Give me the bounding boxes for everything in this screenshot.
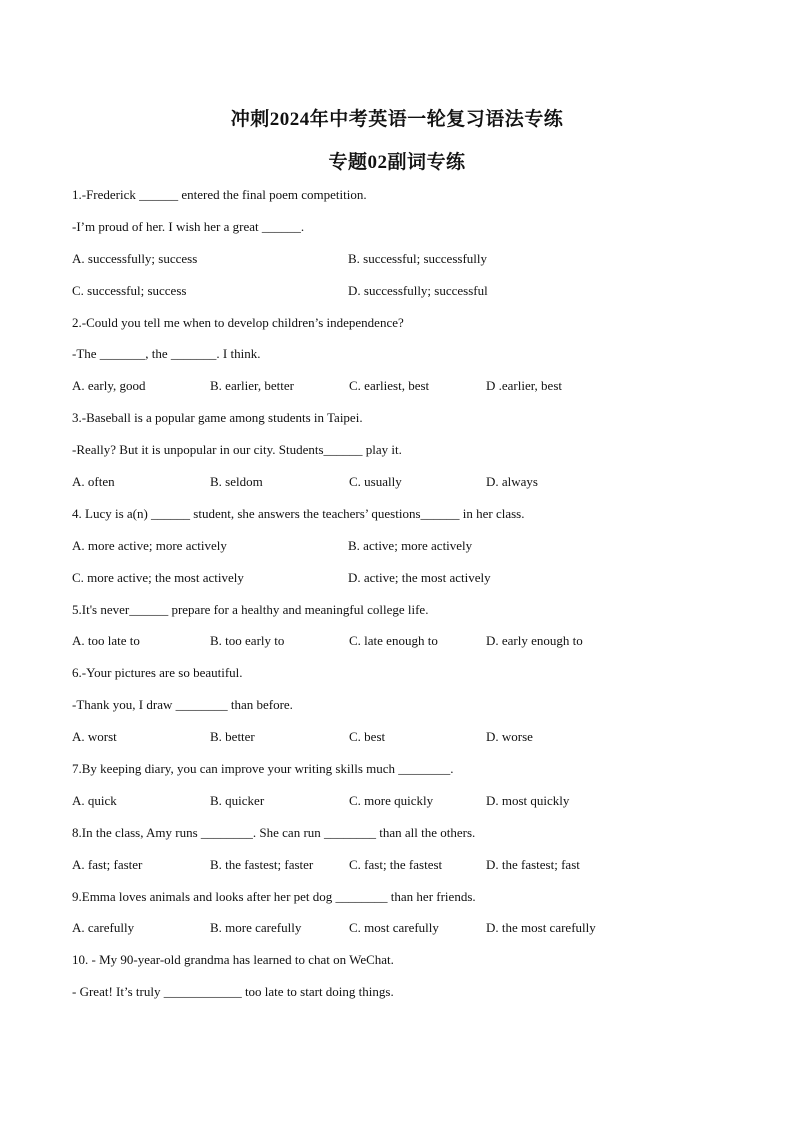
answer-option: B. earlier, better	[210, 378, 294, 394]
question-stem: 9.Emma loves animals and looks after her pet dog ________ than her friends.	[72, 888, 476, 904]
options-row	[72, 854, 732, 886]
answer-option: C. late enough to	[349, 633, 438, 649]
options-row	[72, 471, 732, 503]
answer-option: D .earlier, best	[486, 378, 563, 394]
page-title: 冲刺2024年中考英语一轮复习语法专练	[230, 109, 564, 130]
question-line: -Really? But it is unpopular in our city. Students______ play it.	[72, 442, 402, 458]
question-stem: 4. Lucy is a(n) ______ student, she answers the teachers’ questions______ in her class.	[72, 505, 525, 521]
answer-option: B. seldom	[210, 474, 263, 490]
answer-option: B. too early to	[210, 633, 285, 649]
answer-option: A. often	[72, 474, 115, 490]
page-subtitle: 专题02副词专练	[328, 152, 466, 173]
answer-option: C. more active; the most actively	[72, 569, 244, 585]
options-row	[72, 535, 732, 567]
answer-option: C. best	[349, 729, 386, 745]
answer-option: C. more quickly	[349, 792, 434, 808]
answer-option: B. more carefully	[210, 920, 302, 936]
question-stem: 1.-Frederick ______ entered the final poem competition.	[72, 187, 367, 202]
question-line: -Thank you, I draw ________ than before.	[72, 697, 293, 713]
answer-option: D. worse	[486, 729, 533, 745]
question-stem: 8.In the class, Amy runs ________. She can run ________ than all the others.	[72, 824, 476, 840]
answer-option: A. early, good	[72, 378, 146, 394]
answer-option: B. the fastest; faster	[210, 856, 314, 872]
options-row	[72, 726, 732, 758]
options-row	[72, 375, 732, 407]
answer-option: D. the most carefully	[486, 920, 596, 936]
answer-option: C. successful; success	[72, 282, 187, 298]
answer-option: C. earliest, best	[349, 378, 430, 394]
answer-option: D. most quickly	[486, 792, 570, 808]
answer-option: C. most carefully	[349, 920, 439, 936]
answer-option: A. successfully; success	[72, 250, 198, 266]
question-list	[72, 184, 732, 1013]
question-stem: 2.-Could you tell me when to develop children’s independence?	[72, 314, 404, 330]
answer-option: A. too late to	[72, 633, 140, 649]
options-row	[72, 248, 732, 280]
options-row	[72, 790, 732, 822]
question-line: - Great! It’s truly ____________ too late to start doing things.	[72, 984, 394, 1000]
answer-option: C. fast; the fastest	[349, 856, 443, 872]
answer-option: C. usually	[349, 474, 402, 490]
options-row	[72, 567, 732, 599]
options-row	[72, 630, 732, 662]
question-stem: 6.-Your pictures are so beautiful.	[72, 665, 243, 681]
answer-option: B. active; more actively	[348, 537, 473, 553]
answer-option: A. carefully	[72, 920, 135, 936]
answer-option: A. worst	[72, 729, 117, 745]
answer-option: A. more active; more actively	[72, 537, 227, 553]
answer-option: B. better	[210, 729, 255, 745]
question-line: -I’m proud of her. I wish her a great ______.	[72, 218, 305, 234]
answer-option: D. early enough to	[486, 633, 583, 649]
answer-option: D. successfully; successful	[348, 282, 488, 298]
answer-option: A. quick	[72, 792, 117, 808]
question-line: -The _______, the _______. I think.	[72, 346, 261, 362]
answer-option: B. quicker	[210, 792, 265, 808]
answer-option: A. fast; faster	[72, 856, 143, 872]
answer-option: D. the fastest; fast	[486, 856, 580, 872]
answer-option: D. active; the most actively	[348, 569, 491, 585]
options-row	[72, 280, 732, 312]
question-stem: 3.-Baseball is a popular game among students in Taipei.	[72, 410, 363, 426]
question-stem: 10. - My 90-year-old grandma has learned to chat on WeChat.	[72, 952, 394, 968]
options-row	[72, 917, 732, 949]
answer-option: D. always	[486, 474, 538, 490]
question-stem: 7.By keeping diary, you can improve your writing skills much ________.	[72, 761, 454, 777]
answer-option: B. successful; successfully	[348, 250, 488, 266]
question-stem: 5.It's never______ prepare for a healthy and meaningful college life.	[72, 601, 429, 617]
